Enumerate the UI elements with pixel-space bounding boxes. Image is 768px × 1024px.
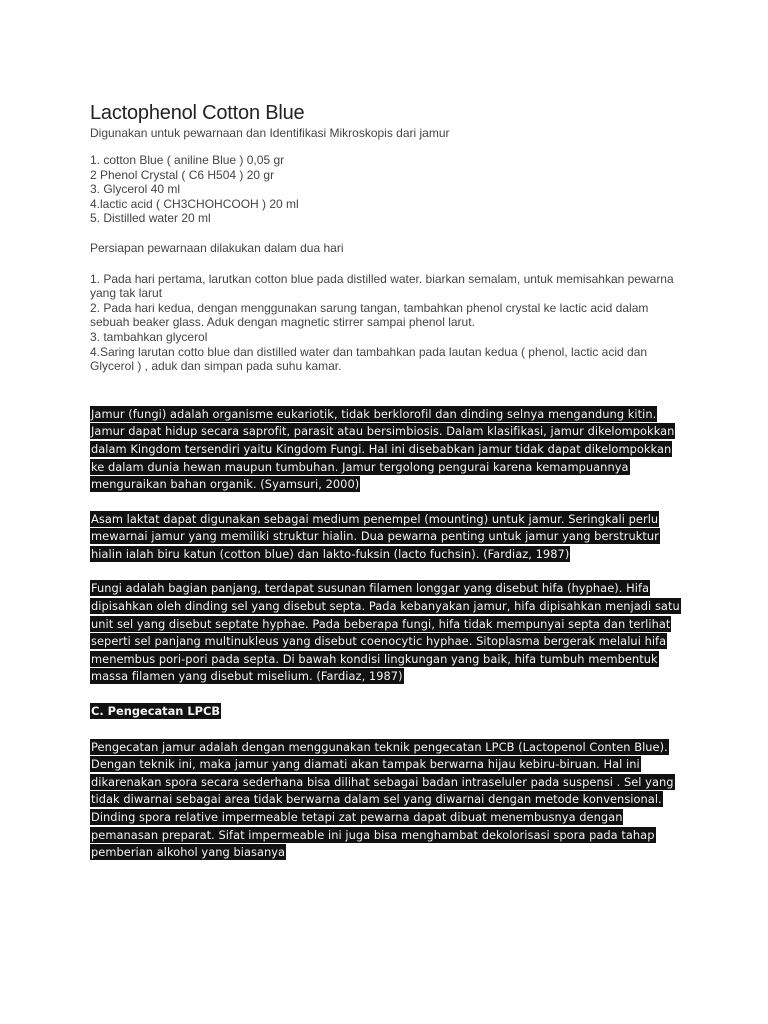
paragraph-lactic-acid (90, 511, 680, 564)
section-c-heading (90, 703, 690, 721)
paragraph-fungi-definition (90, 406, 680, 494)
ingredient-item: 1. cotton Blue ( aniline Blue ) 0,05 gr (90, 153, 285, 167)
paragraph-hyphae (90, 580, 680, 686)
ingredient-item: 4.lactic acid ( CH3CHOHCOOH ) 20 ml (90, 196, 299, 211)
preparation-step: 1. Pada hari pertama, larutkan cotton blue pada distilled water. biarkan semalam, untuk memisahkan pewarna yang tak larut (90, 271, 674, 301)
highlighted-heading: C. Pengecatan LPCB (91, 704, 221, 719)
document-title: Lactophenol Cotton Blue (90, 102, 305, 124)
highlighted-text: Pengecatan jamur adalah dengan menggunakan teknik pengecatan LPCB (Lactopenol Conten Blue). Dengan teknik ini, maka jamur yang diamati akan tampak berwarna hijau kebiru-biruan. Hal ini dikarenakan spora secara sederhana bisa dilihat sebagai badan intraseluler pada suspensi . Sel yang tidak diwarnai sebagai area tidak berwarna dalam sel yang diwarnai dengan metode konvensional. Dinding spora relative impermeable tetapi zat pewarna dapat dibuat menembusnya dengan pemanasan preparat. Sifat impermeable ini juga bisa menghambat dekolorisasi spora pada tahap pemberian alkohol yang biasanya (91, 739, 674, 860)
ingredient-item: 2 Phenol Crystal ( C6 H504 ) 20 gr (90, 167, 275, 182)
preparation-step: 3. tambahkan glycerol (90, 329, 208, 344)
preparation-step: 4.Saring larutan cotto blue dan distilled water dan tambahkan pada lautan kedua ( phenol, lactic acid dan Glycerol ) , aduk dan simpan pada suhu kamar. (90, 344, 648, 374)
ingredients-list (90, 153, 690, 226)
highlighted-text: Fungi adalah bagian panjang, terdapat susunan filamen longgar yang disebut hifa (hyphae). Hifa dipisahkan oleh dinding sel yang disebut septa. Pada kebanyakan jamur, hifa dipisahkan menjadi satu unit sel yang disebut septate hyphae. Pada beberapa fungi, hifa tidak mempunyai septa dan terlihat seperti sel panjang multinukleus yang disebut coenocytic hyphae. Sitoplasma bergerak melalui hifa menembus pori-pori pada septa. Di bawah kondisi lingkungan yang baik, hifa tumbuh membentuk massa filamen yang disebut miselium. (Fardiaz, 1987) (91, 581, 680, 684)
highlighted-text: Jamur (fungi) adalah organisme eukariotik, tidak berklorofil dan dinding selnya mengandung kitin. Jamur dapat hidup secara saprofit, parasit atau bersimbiosis. Dalam klasifikasi, jamur dikelompokkan dalam Kingdom tersendiri yaitu Kingdom Fungi. Hal ini disebabkan jamur tidak dapat dikelompokkan ke dalam dunia hewan maupun tumbuhan. Jamur tergolong pengurai karena kemampuannya menguraikan bahan organik. (Syamsuri, 2000) (91, 406, 675, 492)
ingredient-item: 5. Distilled water 20 ml (90, 211, 211, 226)
highlighted-text: Asam laktat dapat digunakan sebagai medium penempel (mounting) untuk jamur. Seringkali perlu mewarnai jamur yang memiliki struktur hialin. Dua pewarna penting untuk jamur yang berstruktur hialin ialah biru katun (cotton blue) dan lakto-fuksin (lacto fuchsin). (Fardiaz, 1987) (91, 511, 659, 561)
preparation-intro: Persiapan pewarnaan dilakukan dalam dua hari (90, 240, 344, 255)
document-subtitle: Digunakan untuk pewarnaan dan Identifikasi Mikroskopis dari jamur (90, 126, 450, 140)
paragraph-lpcb-staining (90, 739, 680, 862)
ingredient-item: 3. Glycerol 40 ml (90, 182, 181, 197)
preparation-steps (90, 272, 690, 374)
document-page (90, 100, 690, 879)
preparation-step: 2. Pada hari kedua, dengan menggunakan sarung tangan, tambahkan phenol crystal ke lactic acid dalam sebuah beaker glass. Aduk dengan magnetic stirrer sampai phenol larut. (90, 300, 649, 330)
